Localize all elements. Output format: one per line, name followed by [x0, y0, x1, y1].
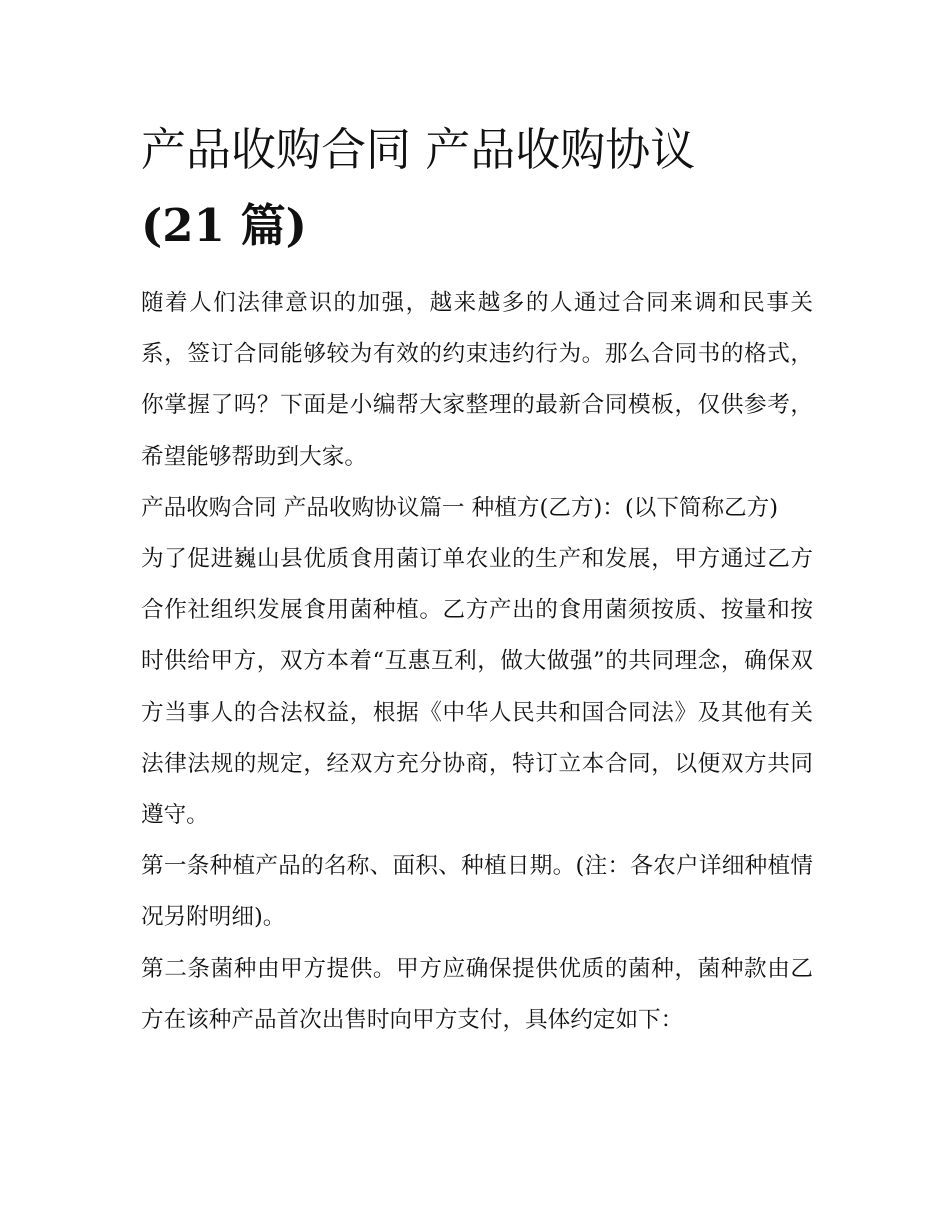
paragraph-article-2: 第二条菌种由甲方提供。甲方应确保提供优质的菌种，菌种款由乙方在该种产品首次出售时向甲方支付，具体约定如下：	[141, 955, 813, 1033]
paragraph-intro: 随着人们法律意识的加强，越来越多的人通过合同来调和民事关系，签订合同能够较为有效的约束违约行为。那么合同书的格式，你掌握了吗？下面是小编帮大家整理的最新合同模板，仅供参考，希望能够帮助到大家。	[141, 290, 813, 470]
title-line-main: 产品收购合同 产品收购协议	[141, 123, 696, 176]
title-line-count: (21 篇)	[141, 199, 307, 252]
document-body	[141, 278, 813, 1046]
document-page	[141, 112, 813, 1046]
document-title	[141, 112, 813, 264]
paragraph-party-b: 产品收购合同 产品收购协议篇一 种植方(乙方)：(以下简称乙方)	[141, 494, 779, 521]
paragraph-article-1: 第一条种植产品的名称、面积、种植日期。(注：各农户详细种植情况另附明细)。	[141, 853, 813, 931]
paragraph-purpose: 为了促进巍山县优质食用菌订单农业的生产和发展，甲方通过乙方合作社组织发展食用菌种植。乙方产出的食用菌须按质、按量和按时供给甲方，双方本着“互惠互利，做大做强”的共同理念，确保双方当事人的合法权益，根据《中华人民共和国合同法》及其他有关法律法规的规定，经双方充分协商，特订立本合同，以便双方共同遵守。	[141, 546, 813, 829]
